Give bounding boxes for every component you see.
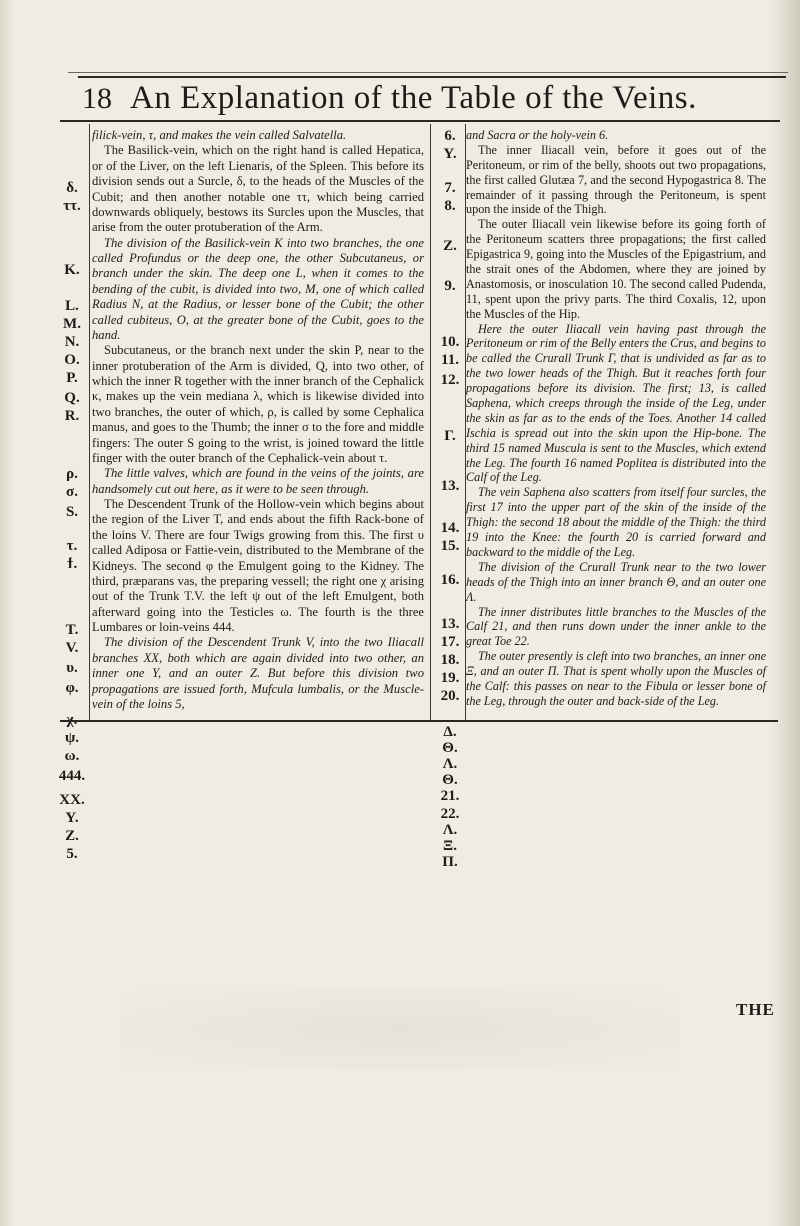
margin-key: M. [63, 316, 81, 332]
margin-key: 9. [444, 278, 456, 294]
margin-key: Y. [65, 810, 79, 826]
bottom-rule [60, 720, 778, 722]
paragraph: The vein Saphena also scatters from itself four surcles, the first 17 into the upper part of the skin of the inside of the Thigh: the second 18 about the middle of the Thigh: the third 19 into the Knee: the fourth 20 is carried forward and backward to the middle of the Leg. [466, 485, 766, 559]
margin-key: Q. [64, 390, 80, 406]
paragraph: and Sacra or the holy-vein 6. [466, 128, 609, 142]
margin-key: Λ. [442, 822, 458, 838]
margin-key: 6. [444, 128, 456, 144]
margin-key: L. [65, 298, 79, 314]
running-title: An Explanation of the Table of the Veins. [130, 80, 697, 116]
column-divider-center [430, 124, 431, 720]
margin-key: 21. [440, 788, 460, 804]
margin-key: 20. [440, 688, 460, 704]
margin-key: K. [64, 262, 80, 278]
paragraph: The inner Iliacall vein, before it goes out of the Peritoneum, or rim of the belly, shoots out two propagations, the first called Glutæa 7, and the second Hypogastrica 8. The remainder of it passing through the Peritoneum, is spent upon the inside of the Thigh. [466, 142, 766, 217]
margin-key: 14. [440, 520, 460, 536]
margin-key: Γ. [444, 428, 456, 444]
paragraph: The little valves, which are found in the veins of the joints, are handsomely cut out here, as it were to be seen through. [92, 466, 424, 496]
margin-key: N. [64, 334, 80, 350]
margin-key: τ. [66, 538, 78, 554]
margin-key: Θ. [442, 772, 458, 788]
margin-key: 5. [66, 846, 78, 862]
margin-key: 8. [444, 198, 456, 214]
right-text-column [466, 128, 766, 709]
catchword: THE [736, 1000, 775, 1019]
margin-key: S. [65, 504, 79, 520]
margin-key: ϯ. [66, 556, 78, 572]
top-border-thin [68, 72, 788, 73]
margin-key: Δ. [443, 724, 457, 740]
margin-key: 22. [440, 806, 460, 822]
page-number: 18 [82, 82, 112, 115]
left-text-column [92, 128, 424, 712]
paragraph: The outer presently is cleft into two branches, an inner one Ξ, and an outer Π. That is spent wholly upon the Muscles of the Calf: this passes on near to the Fibula or lesser bone of the Leg, through the outer and back-side of the Leg. [466, 649, 766, 708]
margin-key: 444. [58, 768, 86, 784]
paragraph: The division of the Basilick-vein K into two branches, the one called Profundus or the deep one, the other Subcutaneus, or branch under the skin. The deep one L, when it comes to the bending of the cubit, is divided into two, M, one of which called Radius N, at the Radius, or lesser bone of the Cubit; the other called cubiteus, O, at the greater bone of the Cubit, goes to the hand. [92, 235, 424, 342]
ink-bleed-through [120, 990, 680, 1070]
header-rule [60, 120, 780, 122]
margin-key: δ. [66, 180, 78, 196]
page-header [0, 76, 800, 122]
margin-key: 11. [441, 352, 459, 368]
margin-key: ρ. [66, 466, 78, 482]
column-divider-left [89, 124, 90, 720]
margin-key: ττ. [63, 198, 81, 214]
margin-key: T. [65, 622, 79, 638]
margin-key: Z. [65, 828, 79, 844]
margin-key: 10. [440, 334, 460, 350]
margin-key: Z. [443, 238, 457, 254]
margin-key: Y. [443, 146, 457, 162]
margin-key: ψ. [64, 730, 80, 746]
paragraph: filick-vein, τ, and makes the vein called Salvatella. [92, 128, 347, 142]
margin-key: XX. [59, 792, 85, 808]
margin-key: σ. [66, 484, 78, 500]
margin-key: O. [64, 352, 80, 368]
margin-key: 16. [440, 572, 460, 588]
paragraph: Here the outer Iliacall vein having past through the Peritoneum or rim of the Belly enters the Crus, and begins to be called the Crurall Trunk Γ, that is undivided as far as to the two lower heads of the Thigh. But it reaches forth four propagations before its division. The first; 13, is called Saphena, which creeps through the inside of the Leg, under the skin as far as to the ends of the Toes. Another 14 called Ischia is spread out into the skin upon the Hip-bone. The third 15 named Muscula is sent to the Muscles, which extend the Leg. The fourth 16 named Poplitea is distributed into the Calf of the Leg. [466, 321, 766, 485]
margin-key: 18. [440, 652, 460, 668]
margin-key: P. [66, 370, 78, 386]
paragraph: Subcutaneus, or the branch next under the skin P, near to the inner protuberation of the Arm is divided, Q, into two other, of which the inner R together with the inner branch of the Cephalick κ, makes up the vein mediana λ, which is likewise divided into two branches, the outer of which, ρ, is called by some Cephalica manus, and goes to the Thumb; the inner σ to the fore and middle fingers: The outer S going to the wrist, is joined toward the little finger with the outer branch of the Cephalick-vein about τ. [92, 343, 424, 465]
margin-key: 7. [444, 180, 456, 196]
paragraph: The division of the Crurall Trunk near to the two lower heads of the Thigh into an inner branch Θ, and an outer one Λ. [466, 559, 766, 604]
margin-key: Ξ. [443, 838, 457, 854]
margin-key: φ. [65, 680, 79, 696]
margin-key: Θ. [442, 740, 458, 756]
margin-key: υ. [66, 660, 78, 676]
margin-key: 12. [440, 372, 460, 388]
paragraph: The Basilick-vein, which on the right hand is called Hepatica, or of the Liver, on the left Lienaris, of the Spleen. This before its division sends out a Surcle, δ, to the heads of the Muscles of the Cubit; and then another notable one ττ, which being carried downwards obliquely, bestows its Surcles upon the Muscles, that arise from the outer protuberation of the Arm. [92, 143, 424, 235]
paragraph: The outer Iliacall vein likewise before its going forth of the Peritoneum scatters three propagations; the first called Epigastrica 9, going into the Muscles of the Epigastrium, and the strait ones of the Abdomen, where they are joined by Anastomosis, or inosculation 10. The second called Pudenda, 11, spent upon the privy parts. The third Coxalis, 12, upon the Muscles of the Hip. [466, 217, 766, 321]
margin-key: 19. [440, 670, 460, 686]
margin-key: 15. [440, 538, 460, 554]
paragraph: The division of the Descendent Trunk V, into the two Iliacall branches XX, both which are again divided into two other, an inner one Y, and an outer Z. But before this division two propagations are issued forth, Mufcula lumbalis, or the Muscle-vein of the loins 5, [92, 635, 424, 711]
paragraph: The inner distributes little branches to the Muscles of the Calf 21, and then runs down under the inner ankle to the great Toe 22. [466, 604, 766, 649]
paragraph: The Descendent Trunk of the Hollow-vein which begins about the region of the Liver T, and ends about the fifth Rack-bone of the loins V. There are four Twigs growing from this. The first υ called Adiposa or Fattie-vein, distributed to the Membrane of the Kidneys. The second φ the Emulgent going to the Kidney. The third, præparans vas, the preparing vessell; the right one χ arising out of the Trunk T.V. the left ψ out of the left Emulgent, both afterward going into the Testicles ω. The fourth is the three Lumbares or loin-veins 444. [92, 497, 424, 634]
margin-key: ω. [64, 748, 80, 764]
margin-key: Π. [442, 854, 458, 870]
margin-key: V. [65, 640, 79, 656]
margin-key: 13. [440, 478, 460, 494]
margin-key: 13. [440, 616, 460, 632]
margin-key: 17. [440, 634, 460, 650]
margin-key: Λ. [442, 756, 458, 772]
margin-key: R. [64, 408, 80, 424]
